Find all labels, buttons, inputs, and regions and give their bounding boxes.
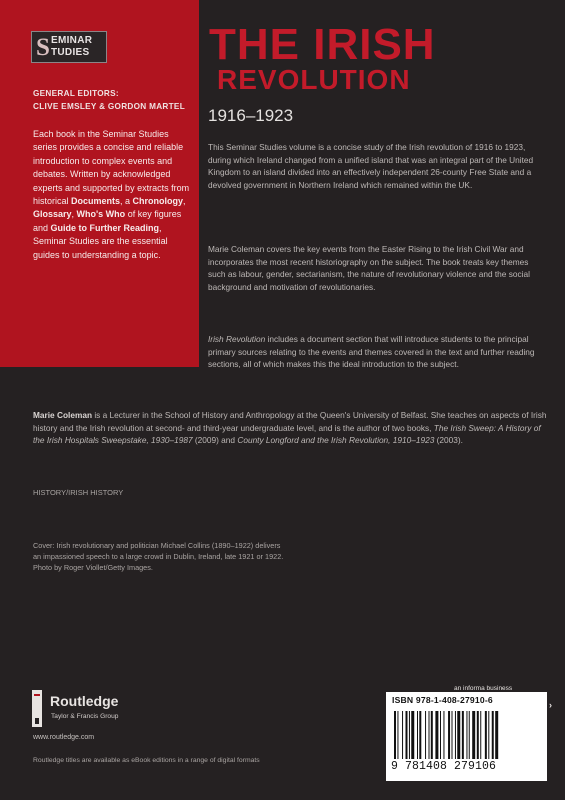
barcode-bar <box>402 711 403 759</box>
logo-line-1: EMINAR <box>51 35 93 46</box>
series-description: Each book in the Seminar Studies series provides a concise and reliable introduction to complex events and debates. Written by acknowledged experts and supported by extracts from historical Documents, a Chronology, Glossary, Who's Who of key figures and Guide to Further Reading, Seminar Studies are the essential guides to understanding a topic. <box>33 129 190 260</box>
barcode-bar <box>466 711 467 759</box>
barcode-digits: 9 781408 279106 <box>391 760 497 773</box>
barcode-arrow-icon: › <box>549 700 552 710</box>
barcode-bar <box>469 711 470 759</box>
barcode-bar <box>417 711 418 759</box>
publisher-url: www.routledge.com <box>33 734 95 741</box>
book-title-line-1: THE IRISH <box>209 20 436 69</box>
general-editors <box>33 87 185 113</box>
barcode-bar <box>406 711 408 759</box>
barcode-bar <box>485 711 487 759</box>
subject-category: HISTORY/IRISH HISTORY <box>33 488 124 497</box>
barcode-bar <box>425 711 426 759</box>
barcode-bar <box>440 711 441 759</box>
informa-tagline: an informa business <box>454 685 513 692</box>
ebook-note: Routledge titles are available as eBook editions in a range of digital formats <box>33 757 260 764</box>
book-years: 1916–1923 <box>208 106 294 125</box>
description-paragraph-2: Marie Coleman covers the key events from the Easter Rising to the Irish Civil War and incorporates the most recent historiography on the subject. The book treats key themes such as labour, gender, sectarianism, the nature of revolutionary violence and the social background and motivation of revolutionaries. <box>208 244 530 293</box>
description-paragraph-3: Irish Revolution includes a document section that will introduce students to the principal primary sources relating to the events and themes covered in the text and further reading sections, all of which makes this the ideal introduction to the subject. <box>208 334 535 370</box>
publisher-name: Routledge <box>50 693 119 709</box>
barcode-bar <box>431 711 433 759</box>
series-info-panel <box>0 0 199 367</box>
editors-names: CLIVE EMSLEY & GORDON MARTEL <box>33 102 185 111</box>
barcode-bar <box>448 711 450 759</box>
barcode-bar <box>477 711 479 759</box>
publisher-subtitle: Taylor & Francis Group <box>51 713 119 720</box>
book-title-line-2: REVOLUTION <box>217 64 411 95</box>
barcode-bar <box>455 711 456 759</box>
barcode-bar <box>457 711 460 759</box>
routledge-logo-icon <box>32 690 42 727</box>
isbn-number: ISBN 978-1-408-27910-6 <box>392 695 493 705</box>
barcode-bar <box>488 711 489 759</box>
barcode-bar <box>492 711 494 759</box>
barcode-bars <box>392 711 540 759</box>
logo-mark: S <box>36 34 50 61</box>
barcode-bar <box>472 711 475 759</box>
seminar-studies-logo <box>31 31 107 63</box>
barcode-bar <box>411 711 414 759</box>
barcode-bar <box>397 711 398 759</box>
barcode-bar <box>409 711 410 759</box>
cover-credit: Cover: Irish revolutionary and politician Michael Collins (1890–1922) delivers an impassioned speech to a large crowd in Dublin, Ireland, late 1921 or 1922. Photo by Roger Viollet/Getty Images. <box>33 541 284 572</box>
logo-line-2: TUDIES <box>51 47 90 58</box>
barcode-bar <box>480 711 481 759</box>
editors-heading: GENERAL EDITORS: <box>33 89 119 98</box>
author-bio: Marie Coleman is a Lecturer in the School of History and Anthropology at the Queen's University of Belfast. She teaches on aspects of Irish history and the Irish revolution at second- and third-year undergraduate level, and is the author of two books, The Irish Sweep: A History of the Irish Hospitals Sweepstake, 1930–1987 (2009) and County Longford and the Irish Revolution, 1910–1923 (2003). <box>33 410 547 446</box>
barcode-bar <box>443 711 444 759</box>
barcode-bar <box>435 711 438 759</box>
barcode-bar <box>419 711 421 759</box>
barcode-bar <box>394 711 396 759</box>
description-paragraph-1: This Seminar Studies volume is a concise study of the Irish revolution of 1916 to 1923, during which Ireland changed from a unified island that was an integral part of the United Kingdom to an island divided into an effectively independent 26-county Free State and a devolved government in Northern Ireland which remained within the UK. <box>208 142 534 191</box>
barcode-bar <box>452 711 453 759</box>
barcode-bar <box>429 711 430 759</box>
barcode-bar <box>495 711 498 759</box>
barcode-bar <box>462 711 464 759</box>
